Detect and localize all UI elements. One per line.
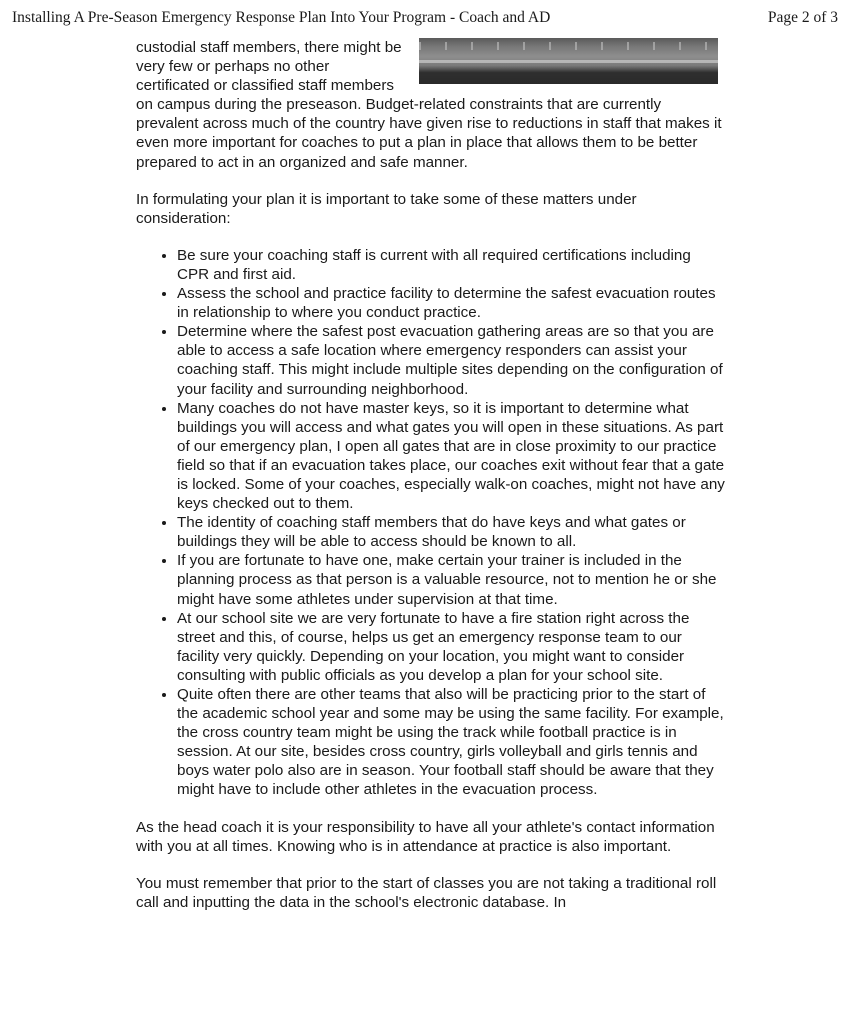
list-item: • Assess the school and practice facility to determine the safest evacuation routes in relationship to where you conduct practice.	[177, 284, 726, 322]
considerations-list	[136, 246, 726, 800]
article-body	[136, 38, 726, 930]
intro-paragraph: custodial staff members, there might be very few or perhaps no other certificated or classified staff members on campus during the preseason. Budget-related constraints that are currently prevalent across much of the country have given rise to reductions in staff that makes it even more important for coaches to put a plan in place that allows them to be better prepared to act in an organized and safe manner.	[136, 39, 722, 171]
list-item: • Be sure your coaching staff is current with all required certifications including CPR and first aid.	[177, 246, 726, 284]
list-item: • The identity of coaching staff members that do have keys and what gates or buildings they will be able to access should be known to all.	[177, 513, 726, 551]
page-header	[12, 9, 838, 33]
list-item: • Determine where the safest post evacuation gathering areas are so that you are able to access a safe location where emergency responders can assist your coaching staff. This might include multiple sites depending on the configuration of your facility and surrounding neighborhood.	[177, 322, 726, 398]
document-title: Installing A Pre-Season Emergency Response Plan Into Your Program - Coach and AD	[12, 9, 551, 26]
contact-info-paragraph: As the head coach it is your responsibility to have all your athlete's contact information with you at all times. Knowing who is in attendance at practice is also important.	[136, 818, 715, 855]
list-item: • At our school site we are very fortunate to have a fire station right across the street and this, of course, helps us get an emergency response team to our facility very quickly. Depending on your location, you might want to consider consulting with public officials as you develop a plan for your school site.	[177, 609, 726, 685]
roll-call-paragraph: You must remember that prior to the start of classes you are not taking a traditional roll call and inputting the data in the school's electronic database. In	[136, 874, 717, 911]
list-item: • Many coaches do not have master keys, so it is important to determine what buildings you will access and what gates you will open in these situations. As part of our emergency plan, I open all gates that are in close proximity to our practice field so that if an evacuation takes place, our coaches exit without fear that a gate is locked. Some of your coaches, especially walk-on coaches, might not have any keys checked out to them.	[177, 399, 726, 514]
photo-track-stripe	[419, 60, 718, 63]
list-item: • If you are fortunate to have one, make certain your trainer is included in the planning process as that person is a valuable resource, not to mention he or she might have some athletes under supervision at that time.	[177, 551, 726, 608]
list-item: • Quite often there are other teams that also will be practicing prior to the start of the academic school year and some may be using the same facility. For example, the cross country team might be using the track while football practice is in session. At our site, besides cross country, girls volleyball and girls tennis and boys water polo also are in season. Your football staff should be aware that they might have to include other athletes in the evacuation process.	[177, 685, 726, 800]
page-number: Page 2 of 3	[767, 9, 838, 26]
photo-fence-detail	[419, 42, 718, 50]
lead-in-paragraph: In formulating your plan it is important to take some of these matters under consideration:	[136, 190, 637, 227]
practice-field-photo	[419, 38, 718, 84]
